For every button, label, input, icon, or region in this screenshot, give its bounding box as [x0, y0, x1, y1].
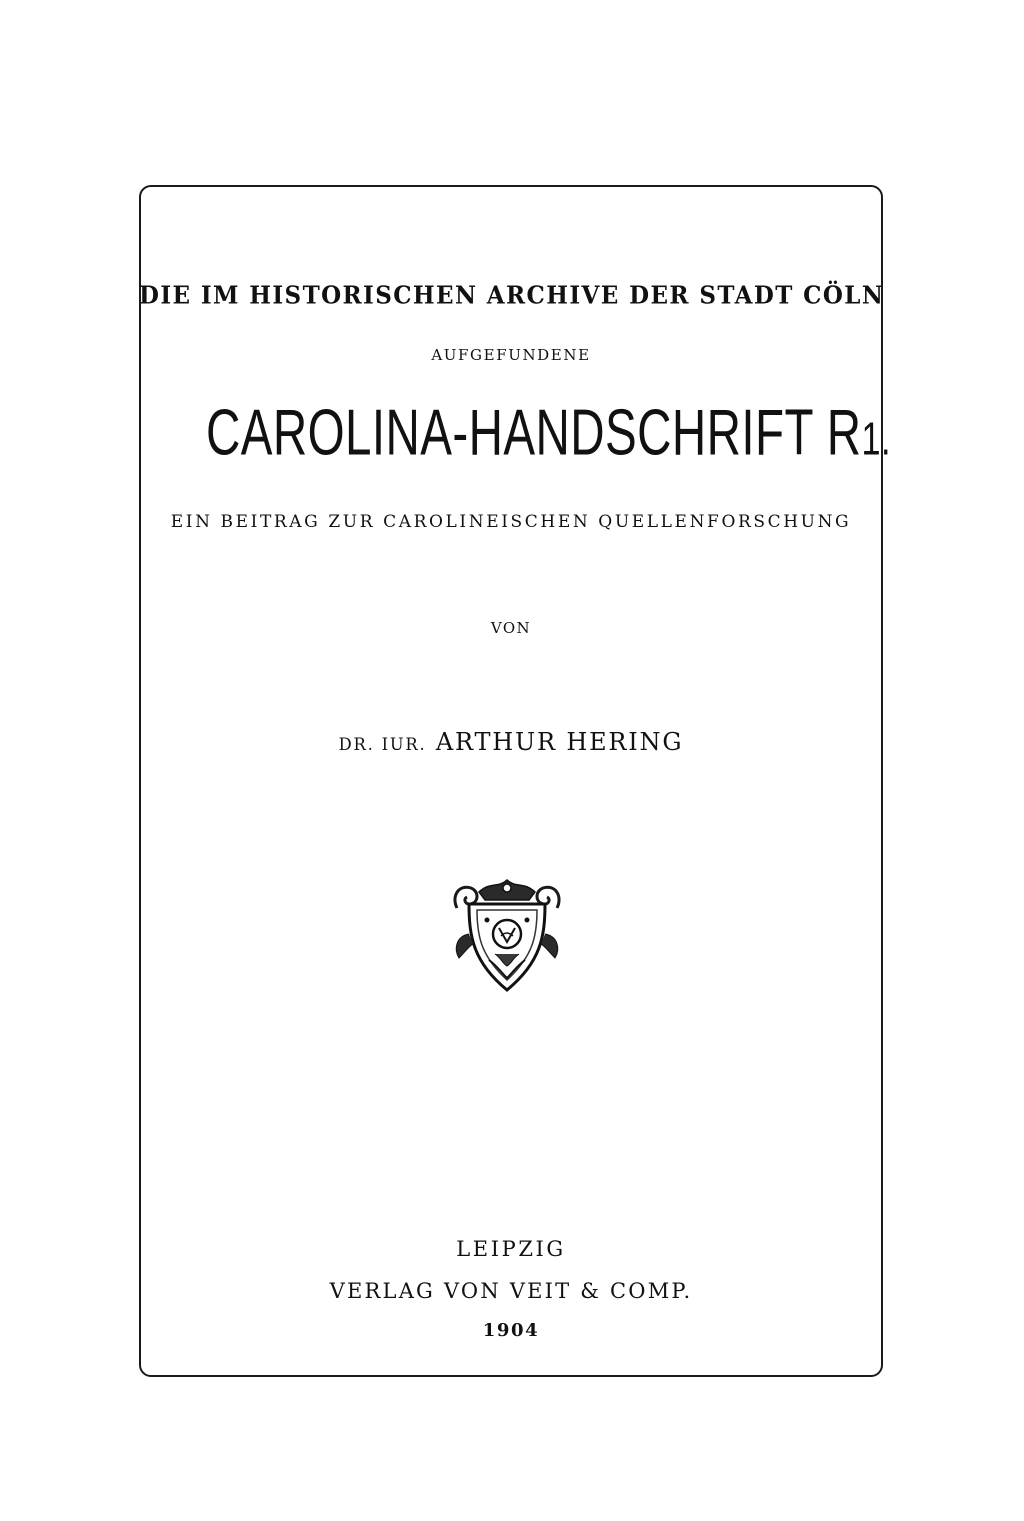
heraldic-shield-emblem-icon: [449, 874, 565, 994]
main-title: [205, 395, 891, 470]
author-line: [139, 728, 883, 756]
main-title-suffix: 1.: [861, 411, 891, 465]
subtitle: EIN BEITRAG ZUR CAROLINEISCHEN QUELLENFORSCHUNG: [170, 512, 852, 532]
author-prefix: DR. IUR.: [338, 735, 427, 754]
title-line-2: AUFGEFUNDENE: [431, 346, 591, 364]
publication-year: 1904: [482, 1320, 540, 1341]
publisher: VERLAG VON VEIT & COMP.: [329, 1279, 693, 1303]
main-title-text: CAROLINA-HANDSCHRIFT R: [205, 396, 862, 469]
author-name: ARTHUR HERING: [435, 728, 684, 756]
title-line-1: DIE IM HISTORISCHEN ARCHIVE DER STADT CÖLN: [139, 281, 885, 310]
von-label: VON: [490, 619, 532, 637]
publication-place: LEIPZIG: [456, 1237, 566, 1261]
